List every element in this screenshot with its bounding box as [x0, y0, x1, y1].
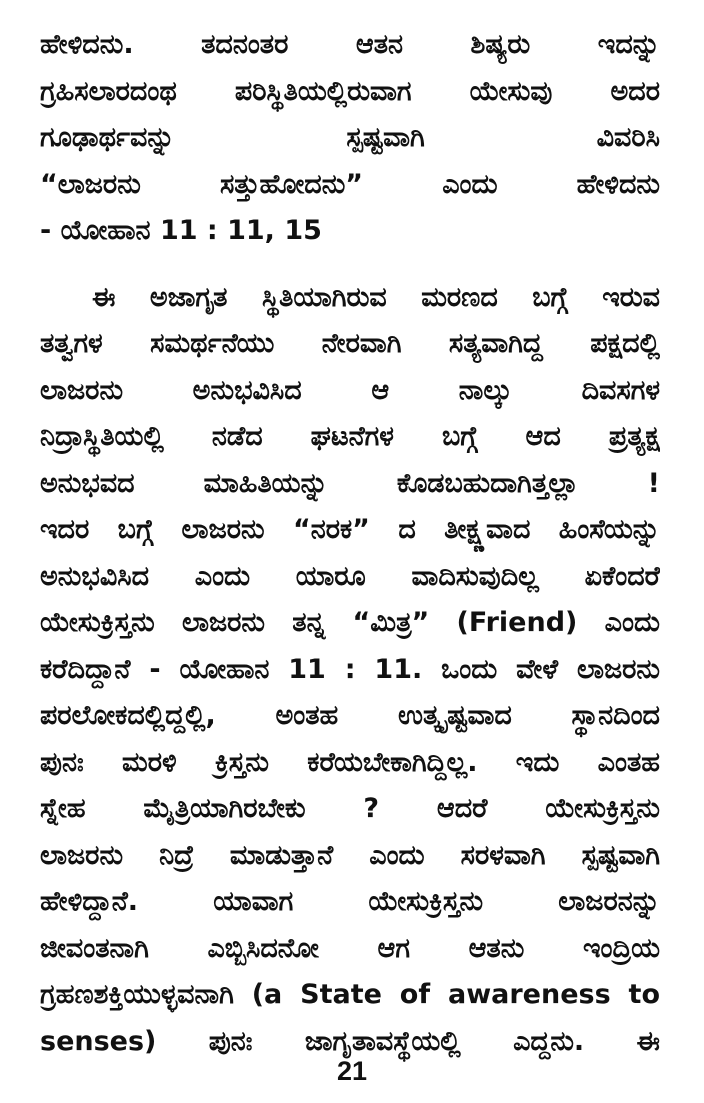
text-line: ಅನುಭವಿಸಿದ ಎಂದು ಯಾರೂ ವಾದಿಸುವುದಿಲ್ಲ ಏಕೆಂದರೆ	[40, 560, 660, 592]
text-line: “ಲಾಜರನು ಸತ್ತುಹೋದನು” ಎಂದು ಹೇಳಿದನು	[40, 168, 660, 200]
text-line: ಇದರ ಬಗ್ಗೆ ಲಾಜರನು “ನರಕ” ದ ತೀಕ್ಷ್ಣವಾದ ಹಿಂಸೆಯನ್ನು	[40, 514, 660, 545]
text-line: senses) ಪುನಃ ಜಾಗೃತಾವಸ್ಥೆಯಲ್ಲಿ ಎದ್ದನು. ಈ	[40, 1025, 660, 1057]
scripture-reference: - ಯೋಹಾನ 11 : 11, 15	[40, 215, 322, 246]
text-line: ಅನುಭವದ ಮಾಹಿತಿಯನ್ನು ಕೊಡಬಹುದಾಗಿತ್ತಲ್ಲಾ !	[40, 467, 660, 499]
text-line: ಸ್ನೇಹ ಮೈತ್ರಿಯಾಗಿರಬೇಕು ? ಆದರೆ ಯೇಸುಕ್ರಿಸ್ತನು	[40, 793, 660, 824]
text-line: ಹೇಳಿದನು. ತದನಂತರ ಆತನ ಶಿಷ್ಯರು ಇದನ್ನು	[40, 29, 660, 60]
text-line: ಕರೆದಿದ್ದಾನೆ - ಯೋಹಾನ 11 : 11. ಒಂದು ವೇಳೆ ಲಾಜರನು	[40, 653, 660, 685]
text-line: ಗ್ರಹಣಶಕ್ತಿಯುಳ್ಳವನಾಗಿ (a State of awareness to	[40, 979, 660, 1010]
text-line: ಗ್ರಹಿಸಲಾರದಂಥ ಪರಿಸ್ಥಿತಿಯಲ್ಲಿರುವಾಗ ಯೇಸುವು ಅದರ	[40, 75, 660, 107]
text-line: ಜೀವಂತನಾಗಿ ಎಬ್ಬಿಸಿದನೋ ಆಗ ಆತನು ಇಂದ್ರಿಯ	[40, 932, 660, 964]
text-line: ನಿದ್ರಾಸ್ಥಿತಿಯಲ್ಲಿ ನಡೆದ ಘಟನೆಗಳ ಬಗ್ಗೆ ಆದ ಪ್ರತ್ಯಕ್ಷ	[40, 421, 660, 452]
text-line: ಗೂಢಾರ್ಥವನ್ನು ಸ್ಪಷ್ಟವಾಗಿ ವಿವರಿಸಿ	[40, 122, 660, 153]
text-line: ತತ್ವಗಳ ಸಮರ್ಥನೆಯು ನೇರವಾಗಿ ಸತ್ಯವಾಗಿದ್ದ ಪಕ್ಷದಲ್ಲಿ	[40, 328, 660, 359]
paragraph-1	[40, 22, 660, 255]
page-number: 21	[336, 1056, 368, 1086]
text-line: ಪರಲೋಕದಲ್ಲಿದ್ದಲ್ಲಿ, ಅಂತಹ ಉತ್ಕೃಷ್ಟವಾದ ಸ್ಥಾನದಿಂದ	[40, 700, 660, 731]
text-line: ಈ ಅಜಾಗೃತ ಸ್ಥಿತಿಯಾಗಿರುವ ಮರಣದ ಬಗ್ಗೆ ಇರುವ	[92, 281, 660, 313]
text-line: ಯೇಸುಕ್ರಿಸ್ತನು ಲಾಜರನು ತನ್ನ “ಮಿತ್ರ” (Friend) ಎಂದು	[40, 607, 660, 638]
text-line: ಹೇಳಿದ್ದಾನೆ. ಯಾವಾಗ ಯೇಸುಕ್ರಿಸ್ತನು ಲಾಜರನನ್ನು	[40, 886, 660, 917]
text-line: ಲಾಜರನು ನಿದ್ರೆ ಮಾಡುತ್ತಾನೆ ಎಂದು ಸರಳವಾಗಿ ಸ್ಪಷ್ಟವಾಗಿ	[40, 839, 660, 871]
text-line: ಪುನಃ ಮರಳಿ ಕ್ರಿಸ್ತನು ಕರೆಯಬೇಕಾಗಿದ್ದಿಲ್ಲ. ಇದು ಎಂತಹ	[40, 746, 660, 778]
text-line: ಲಾಜರನು ಅನುಭವಿಸಿದ ಆ ನಾಲ್ಕು ದಿವಸಗಳ	[40, 374, 660, 406]
paragraph-2	[40, 275, 660, 1066]
